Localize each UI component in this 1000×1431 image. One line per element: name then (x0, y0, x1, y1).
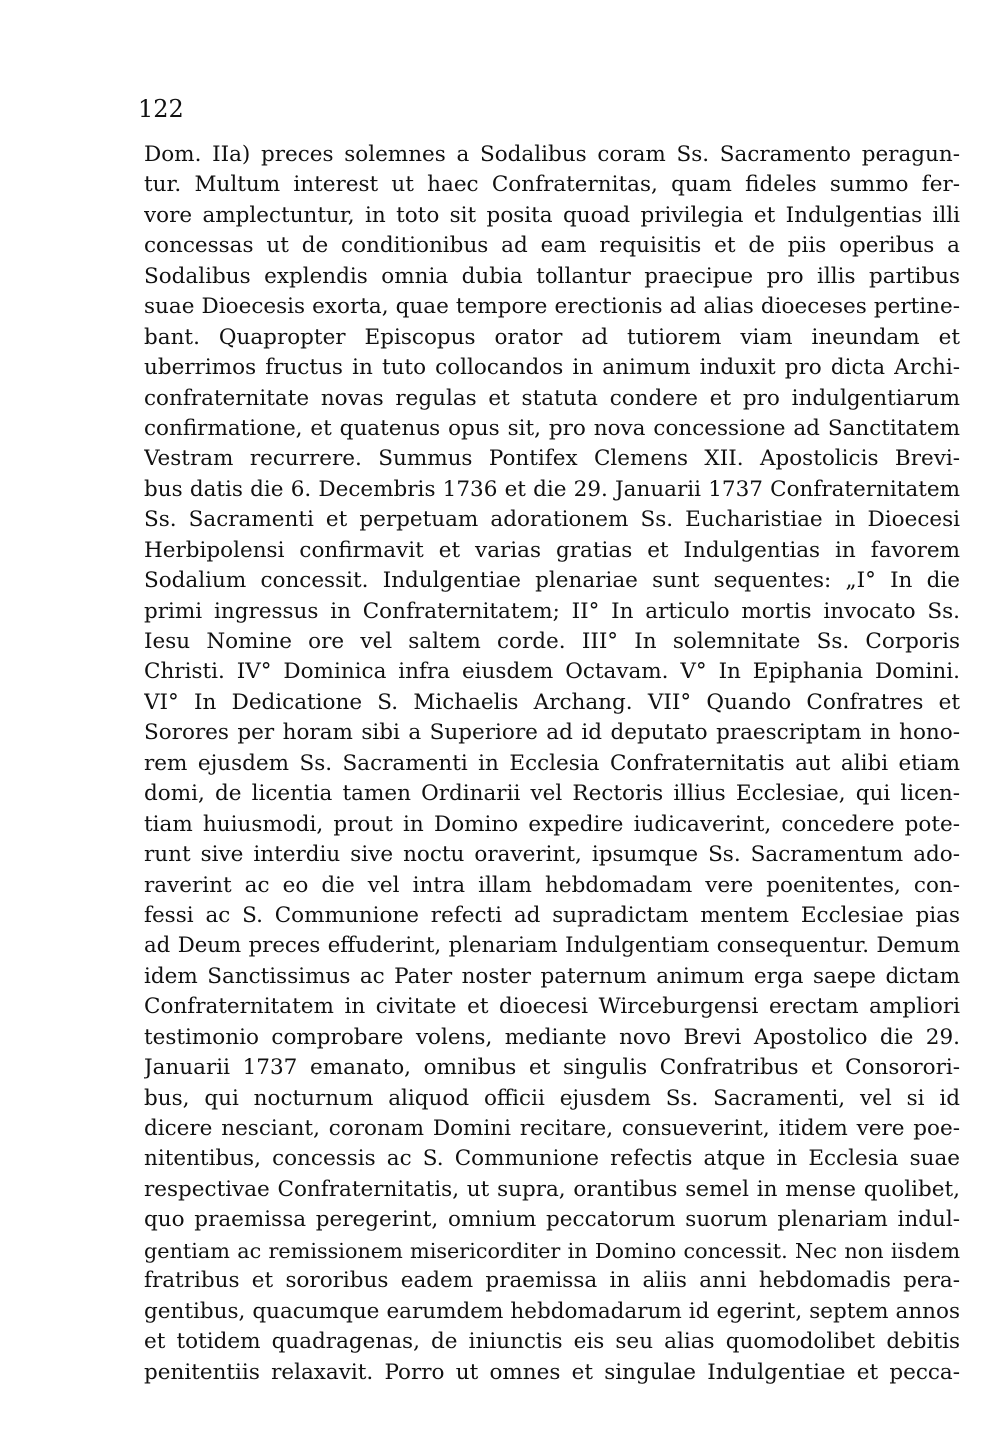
text-line: primi ingressus in Confraternitatem; II° In articulo mortis invocato Ss. (144, 598, 960, 624)
text-line: ad Deum preces effuderint, plenariam Indulgentiam consequentur. Demum (144, 933, 960, 959)
text-line: uberrimos fructus in tuto collocandos in animum induxit pro dicta Archi- (144, 355, 960, 381)
text-line: Dom. IIa) preces solemnes a Sodalibus coram Ss. Sacramento peragun- (144, 142, 960, 167)
text-line: suae Dioecesis exorta, quae tempore erectionis ad alias dioeceses pertine- (144, 294, 960, 320)
text-line: runt sive interdiu sive noctu oraverint, ipsumque Ss. Sacramentum ado- (144, 842, 960, 868)
text-line: domi, de licentia tamen Ordinarii vel Rectoris illius Ecclesiae, qui licen- (144, 781, 960, 807)
text-line: quo praemissa peregerint, omnium peccatorum suorum plenariam indul- (144, 1207, 960, 1233)
text-line: fratribus et sororibus eadem praemissa in aliis anni hebdomadis pera- (144, 1268, 960, 1294)
text-line: nitentibus, concessis ac S. Communione refectis atque in Ecclesia suae (144, 1146, 960, 1172)
text-line: bus, qui nocturnum aliquod officii ejusdem Ss. Sacramenti, vel si id (144, 1085, 960, 1111)
text-line: confraternitate novas regulas et statuta condere et pro indulgentiarum (144, 385, 960, 411)
text-line: Sodalibus explendis omnia dubia tollantur praecipue pro illis partibus (144, 263, 960, 289)
body-text (144, 140, 960, 1388)
text-line: bus datis die 6. Decembris 1736 et die 29. Januarii 1737 Confraternitatem (144, 476, 960, 502)
text-line: bant. Quapropter Episcopus orator ad tutiorem viam ineundam et (144, 324, 960, 350)
text-line: VI° In Dedicatione S. Michaelis Archang. VII° Quando Confratres et (144, 689, 960, 715)
page-number: 122 (138, 95, 184, 123)
text-line: tiam huiusmodi, prout in Domino expedire iudicaverint, concedere pote- (144, 811, 960, 837)
text-line: respectivae Confraternitatis, ut supra, orantibus semel in mense quolibet, (144, 1176, 960, 1202)
text-line: Januarii 1737 emanato, omnibus et singulis Confratribus et Consorori- (144, 1055, 960, 1081)
text-line: rem ejusdem Ss. Sacramenti in Ecclesia Confraternitatis aut alibi etiam (144, 750, 960, 776)
text-line: concessas ut de conditionibus ad eam requisitis et de piis operibus a (144, 233, 960, 259)
text-line: tur. Multum interest ut haec Confraternitas, quam fideles summo fer- (144, 172, 960, 198)
text-line: Ss. Sacramenti et perpetuam adorationem Ss. Eucharistiae in Dioecesi (144, 507, 960, 533)
text-line: penitentiis relaxavit. Porro ut omnes et singulae Indulgentiae et pecca- (144, 1359, 960, 1385)
text-line: Christi. IV° Dominica infra eiusdem Octavam. V° In Epiphania Domini. (144, 659, 960, 685)
text-line: idem Sanctissimus ac Pater noster paternum animum erga saepe dictam (144, 963, 960, 989)
text-line: Sodalium concessit. Indulgentiae plenariae sunt sequentes: „I° In die (144, 568, 960, 594)
text-line: Herbipolensi confirmavit et varias gratias et Indulgentias in favorem (144, 537, 960, 563)
text-line: gentiam ac remissionem misericorditer in Domino concessit. Nec non iisdem (144, 1238, 960, 1263)
text-line: Sorores per horam sibi a Superiore ad id deputato praescriptam in hono- (144, 720, 960, 746)
text-line: testimonio comprobare volens, mediante novo Brevi Apostolico die 29. (144, 1024, 960, 1050)
text-line: et totidem quadragenas, de iniunctis eis seu alias quomodolibet debitis (144, 1329, 960, 1355)
text-line: Confraternitatem in civitate et dioecesi Wirceburgensi erectam ampliori (144, 994, 960, 1020)
text-line: vore amplectuntur, in toto sit posita quoad privilegia et Indulgentias illi (144, 202, 960, 228)
text-line: fessi ac S. Communione refecti ad supradictam mentem Ecclesiae pias (144, 902, 960, 928)
text-line: Vestram recurrere. Summus Pontifex Clemens XII. Apostolicis Brevi- (144, 446, 960, 472)
text-line: raverint ac eo die vel intra illam hebdomadam vere poenitentes, con- (144, 872, 960, 898)
text-line: confirmatione, et quatenus opus sit, pro nova concessione ad Sanctitatem (144, 415, 960, 441)
text-line: gentibus, quacumque earumdem hebdomadarum id egerint, septem annos (144, 1298, 960, 1324)
text-line: Iesu Nomine ore vel saltem corde. III° In solemnitate Ss. Corporis (144, 629, 960, 654)
text-line: dicere nesciant, coronam Domini recitare, consueverint, itidem vere poe- (144, 1116, 960, 1141)
